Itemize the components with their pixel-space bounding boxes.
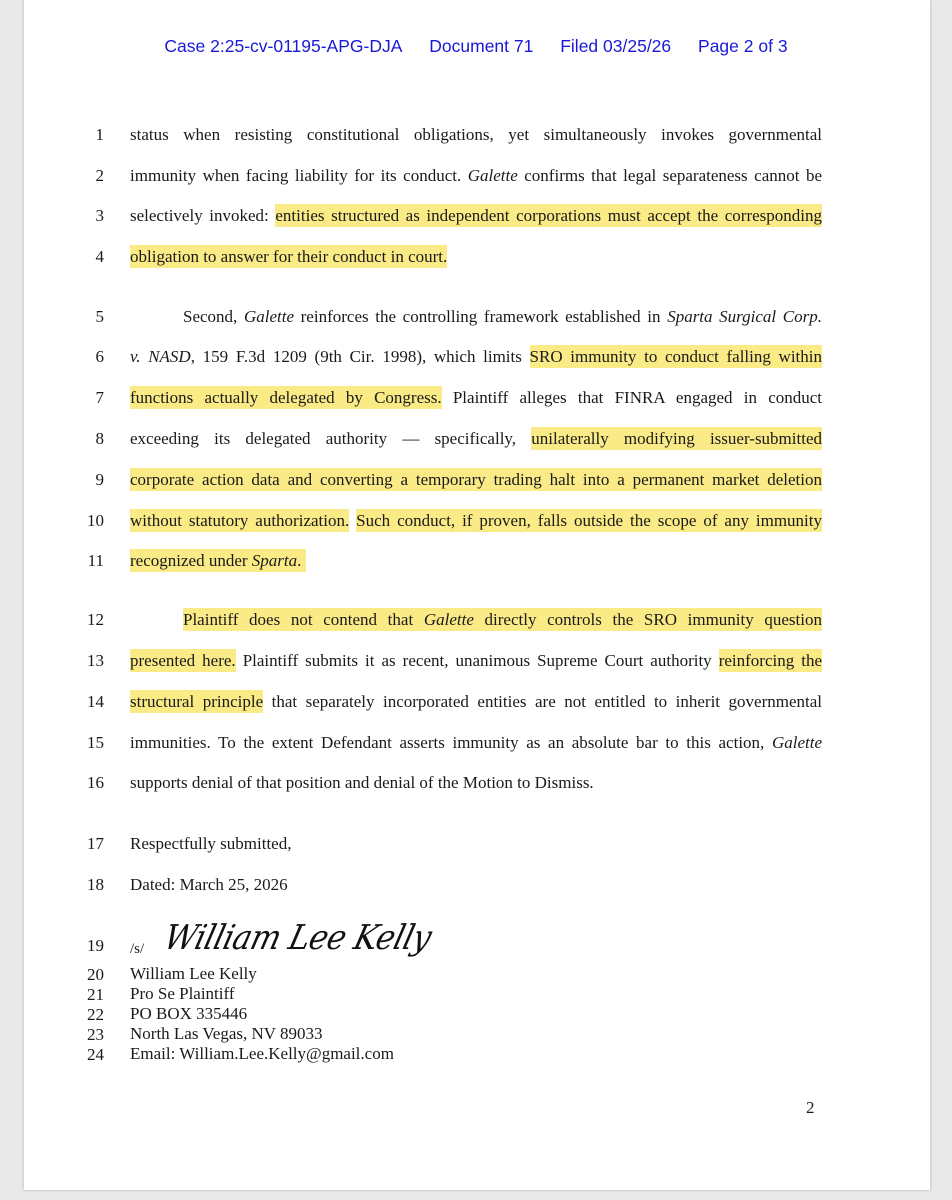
case-header xyxy=(0,36,952,57)
body-line: selectively invoked: entities structured as independent corporations must accept the corresponding xyxy=(130,206,822,225)
line-number: 13 xyxy=(87,651,104,670)
case-number: Case 2:25-cv-01195-APG-DJA xyxy=(164,36,403,56)
line-number: 14 xyxy=(87,692,104,711)
highlight: reinforcing the xyxy=(718,651,823,670)
line-number: 5 xyxy=(95,307,104,326)
case-name-sparta: Sparta Surgical Corp. xyxy=(667,307,822,326)
highlight: Plaintiff does not contend that Galette directly controls the SRO immunity question xyxy=(183,610,822,629)
document-number: Document 71 xyxy=(429,36,534,56)
highlight: functions actually delegated by Congress. xyxy=(130,388,442,407)
highlight: corporate action data and converting a temporary trading halt into a permanent market deletion xyxy=(130,470,822,489)
line-number: 17 xyxy=(87,834,104,853)
line-number: 8 xyxy=(95,429,104,448)
line-number: 1 xyxy=(95,125,104,144)
highlight: presented here. xyxy=(130,651,236,670)
body-line: functions actually delegated by Congress. Plaintiff alleges that FINRA engaged in conduct xyxy=(130,388,823,407)
handwritten-signature: William Lee Kelly xyxy=(160,918,436,958)
highlight: structural principle xyxy=(130,692,264,711)
line-number: 20 xyxy=(87,965,104,984)
body-line xyxy=(130,246,822,268)
line-number: 3 xyxy=(95,206,104,225)
line-number: 7 xyxy=(95,388,104,407)
case-name-galette: Galette xyxy=(467,166,518,185)
line-number: 12 xyxy=(87,610,104,629)
line-number: 23 xyxy=(87,1025,104,1044)
highlight: Such conduct, if proven, falls outside the scope of any immunity xyxy=(356,511,823,530)
highlight: without statutory authorization. xyxy=(130,511,350,530)
body-line: v. NASD, 159 F.3d 1209 (9th Cir. 1998), which limits SRO immunity to conduct falling within xyxy=(130,347,822,366)
signer-email: Email: William.Lee.Kelly@gmail.com xyxy=(130,1044,394,1063)
highlight: entities structured as independent corporations must accept the corresponding xyxy=(275,206,822,225)
body-line xyxy=(130,550,822,572)
line-number: 6 xyxy=(95,347,104,366)
signer-role: Pro Se Plaintiff xyxy=(130,984,235,1003)
line-number: 15 xyxy=(87,733,104,752)
case-name-galette: Galette xyxy=(243,307,294,326)
body-line: Second, Galette reinforces the controlling framework established in Sparta Surgical Corp. xyxy=(183,307,822,326)
highlight: obligation to answer for their conduct in court. xyxy=(130,247,448,266)
line-number: 16 xyxy=(87,773,104,792)
closing-line: Respectfully submitted, xyxy=(130,834,292,853)
body-line: supports denial of that position and denial of the Motion to Dismiss. xyxy=(130,773,594,792)
address-city: North Las Vegas, NV 89033 xyxy=(130,1024,323,1043)
address-box: PO BOX 335446 xyxy=(130,1004,248,1023)
body-line: immunities. To the extent Defendant asserts immunity as an absolute bar to this action, Galette xyxy=(130,733,822,752)
body-line xyxy=(183,609,822,631)
page-indicator: Page 2 of 3 xyxy=(698,36,788,56)
body-line xyxy=(130,469,822,491)
line-number: 18 xyxy=(87,875,104,894)
body-line: presented here. Plaintiff submits it as recent, unanimous Supreme Court authority reinforcing the xyxy=(130,651,823,670)
case-name-galette: Galette xyxy=(771,733,822,752)
filed-date: Filed 03/25/26 xyxy=(560,36,672,56)
line-number: 4 xyxy=(95,247,104,266)
highlight: SRO immunity to conduct falling within xyxy=(529,347,822,366)
body-line: status when resisting constitutional obligations, yet simultaneously invokes governmental xyxy=(130,125,822,144)
dated-line: Dated: March 25, 2026 xyxy=(130,875,288,894)
case-name-galette: Galette xyxy=(423,610,474,629)
page-number: 2 xyxy=(806,1098,815,1117)
body-line xyxy=(130,510,822,532)
line-number: 22 xyxy=(87,1005,104,1024)
line-number: 19 xyxy=(87,936,104,955)
body-line: structural principle that separately incorporated entities are not entitled to inherit governmental xyxy=(130,692,822,711)
line-number: 10 xyxy=(87,511,104,530)
body-line: exceeding its delegated authority — specifically, unilaterally modifying issuer-submitted xyxy=(130,429,822,448)
highlight: recognized under Sparta. xyxy=(130,549,306,572)
case-name-sparta: Sparta xyxy=(251,551,298,570)
line-number: 21 xyxy=(87,985,104,1004)
highlight: unilaterally modifying issuer-submitted xyxy=(531,429,822,448)
signature-prefix: /s/ xyxy=(130,941,145,957)
signer-name: William Lee Kelly xyxy=(130,964,257,983)
line-number: 9 xyxy=(95,470,104,489)
body-line: immunity when facing liability for its conduct. Galette confirms that legal separateness cannot be xyxy=(130,166,823,185)
line-number: 11 xyxy=(87,551,104,570)
line-number: 24 xyxy=(87,1045,104,1064)
case-name-nasd: v. NASD xyxy=(130,347,191,366)
line-number: 2 xyxy=(95,166,104,185)
